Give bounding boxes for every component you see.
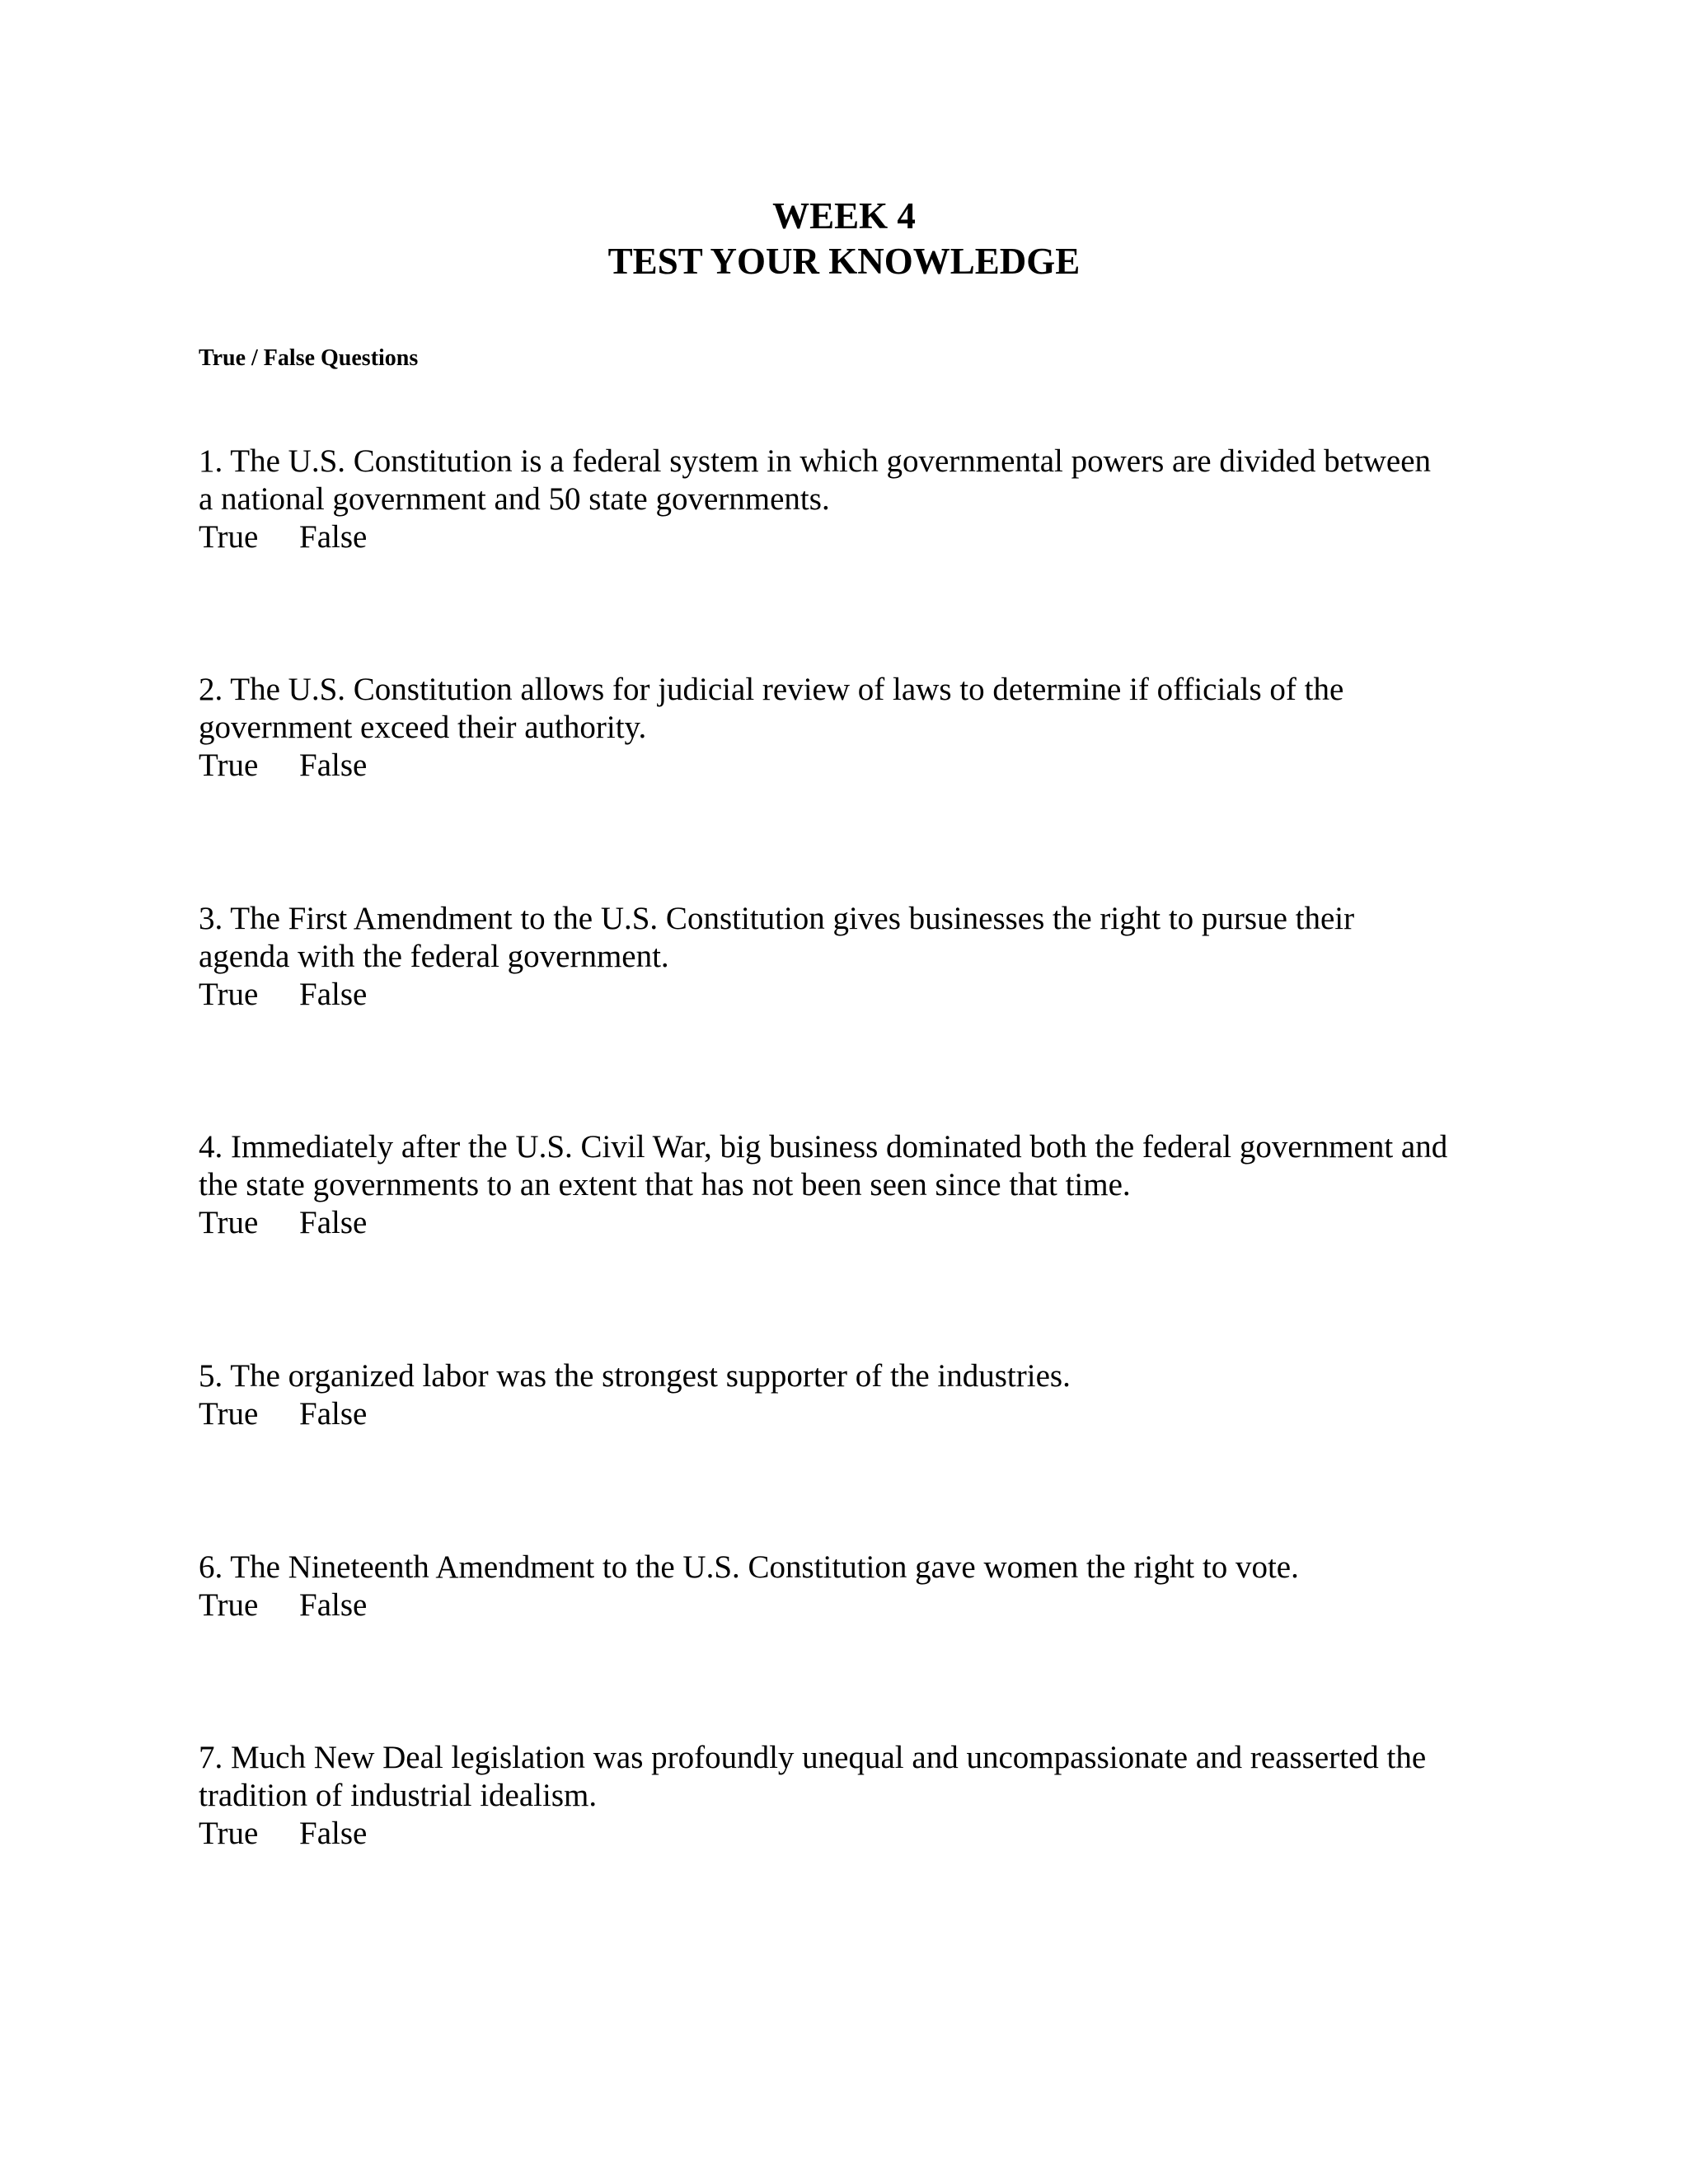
- option-true[interactable]: True: [199, 1816, 259, 1851]
- question-text: 4. Immediately after the U.S. Civil War, big business dominated both the federal government and the state governments to an extent that has not been seen since that time.: [199, 1129, 1448, 1202]
- question-text: 3. The First Amendment to the U.S. Constitution gives businesses the right to pursue their agenda with the federal government.: [199, 901, 1355, 974]
- title-line-week: WEEK 4: [772, 195, 916, 237]
- question-7: [199, 1739, 1517, 1853]
- option-true[interactable]: True: [199, 519, 259, 555]
- option-true[interactable]: True: [199, 1396, 259, 1432]
- title-line-test: TEST YOUR KNOWLEDGE: [607, 241, 1081, 282]
- answer-options: [199, 1815, 1517, 1853]
- option-true[interactable]: True: [199, 748, 259, 783]
- question-6: [199, 1549, 1517, 1624]
- answer-options: [199, 518, 1517, 556]
- option-false[interactable]: False: [299, 748, 368, 783]
- question-text: 5. The organized labor was the strongest supporter of the industries.: [199, 1358, 1071, 1394]
- question-text: 1. The U.S. Constitution is a federal system in which governmental powers are divided between a national government and 50 state governments.: [199, 443, 1432, 517]
- answer-options: [199, 1204, 1517, 1242]
- option-false[interactable]: False: [299, 1816, 368, 1851]
- question-text: 6. The Nineteenth Amendment to the U.S. Constitution gave women the right to vote.: [199, 1549, 1299, 1585]
- answer-options: [199, 747, 1517, 785]
- option-true[interactable]: True: [199, 977, 259, 1012]
- option-true[interactable]: True: [199, 1587, 259, 1623]
- option-false[interactable]: False: [299, 1396, 368, 1432]
- question-text: 2. The U.S. Constitution allows for judicial review of laws to determine if officials of the government exceed their authority.: [199, 672, 1344, 745]
- question-text: 7. Much New Deal legislation was profoundly unequal and uncompassionate and reasserted the tradition of industrial idealism.: [199, 1740, 1427, 1813]
- question-3: [199, 900, 1517, 1014]
- section-heading: True / False Questions: [199, 345, 419, 371]
- page-title: [0, 194, 1688, 284]
- question-5: [199, 1357, 1517, 1433]
- answer-options: [199, 976, 1517, 1014]
- question-2: [199, 671, 1517, 785]
- answer-options: [199, 1395, 1517, 1433]
- option-false[interactable]: False: [299, 1587, 368, 1623]
- option-false[interactable]: False: [299, 519, 368, 555]
- option-false[interactable]: False: [299, 1205, 368, 1240]
- question-1: [199, 443, 1517, 556]
- option-true[interactable]: True: [199, 1205, 259, 1240]
- option-false[interactable]: False: [299, 977, 368, 1012]
- question-4: [199, 1128, 1517, 1242]
- answer-options: [199, 1586, 1517, 1624]
